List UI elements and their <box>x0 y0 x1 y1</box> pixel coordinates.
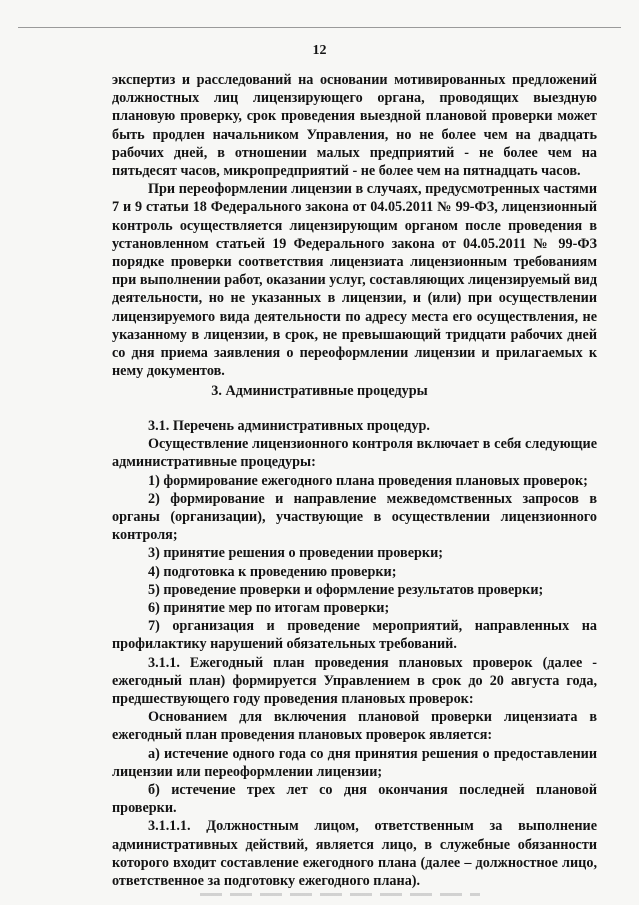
page-number: 12 <box>312 43 327 58</box>
paragraph: 3.1.1. Ежегодный план проведения плановых проверок (далее - ежегодный план) формируется Управлением в срок до 20 августа года, предшествующего году проведения плановых проверок: <box>112 654 597 708</box>
scan-artifact <box>200 893 480 896</box>
list-item: 1) формирование ежегодного плана проведения плановых проверок; <box>148 472 588 489</box>
list-item: а) истечение одного года со дня принятия решения о предоставлении лицензии или переоформлении лицензии; <box>112 745 597 780</box>
paragraph: 3.1. Перечень административных процедур. <box>148 418 430 434</box>
list-item: 3) принятие решения о проведении проверки; <box>148 545 443 562</box>
paragraph: экспертиз и расследований на основании мотивированных предложений должностных лиц лицензирующего органа, проводящих выездную плановую проверку, срок проведения выездной плановой проверки может быть продлен начальником Управления, но не более чем на двадцать рабочих дней, в отношении малых предприятий - не более чем на пятьдесят часов, микропредприятий - не более чем на пятнадцать часов. <box>112 72 597 180</box>
list-item: 5) проведение проверки и оформление результатов проверки; <box>148 581 544 598</box>
text-block-top <box>112 71 597 380</box>
list-item: 6) принятие мер по итогам проверки; <box>148 600 390 617</box>
paragraph: Основанием для включения плановой проверки лицензиата в ежегодный план проведения плановых проверок является: <box>112 709 597 744</box>
paragraph: Осуществление лицензионного контроля включает в себя следующие административные процедуры: <box>112 436 597 471</box>
text-block-bottom <box>112 417 597 890</box>
list-item: 7) организация и проведение мероприятий, направленных на профилактику нарушений обязательных требований. <box>112 618 597 653</box>
paragraph: 3.1.1.1. Должностным лицом, ответственным за выполнение административных действий, является лицо, в служебные обязанности которого входит составление ежегодного плана (далее – должностное лицо, ответственное за подготовку ежегодного плана). <box>112 818 597 890</box>
list-item: 2) формирование и направление межведомственных запросов в органы (организации), участвующие в осуществлении лицензионного контроля; <box>112 490 597 544</box>
list-item: 4) подготовка к проведению проверки; <box>148 563 397 580</box>
list-item: б) истечение трех лет со дня окончания последней плановой проверки. <box>112 782 597 817</box>
section-heading: 3. Административные процедуры <box>211 383 428 399</box>
top-rule <box>18 27 621 28</box>
paragraph: При переоформлении лицензии в случаях, предусмотренных частями 7 и 9 статьи 18 Федерального закона от 04.05.2011 № 99-ФЗ, лицензионный контроль осуществляется лицензирующим органом после проведения в установленном статьей 19 Федерального закона от 04.05.2011 № 99-ФЗ порядке проверки соответствия лицензиата лицензионным требованиям при выполнении работ, оказании услуг, составляющих лицензируемый вид деятельности, но не указанных в лицензии, и (или) при осуществлении лицензируемого вида деятельности по адресу места его осуществления, не указанному в лицензии, в срок, не превышающий тридцати рабочих дней со дня приема заявления о переоформлении лицензии и прилагаемых к нему документов. <box>112 181 597 380</box>
